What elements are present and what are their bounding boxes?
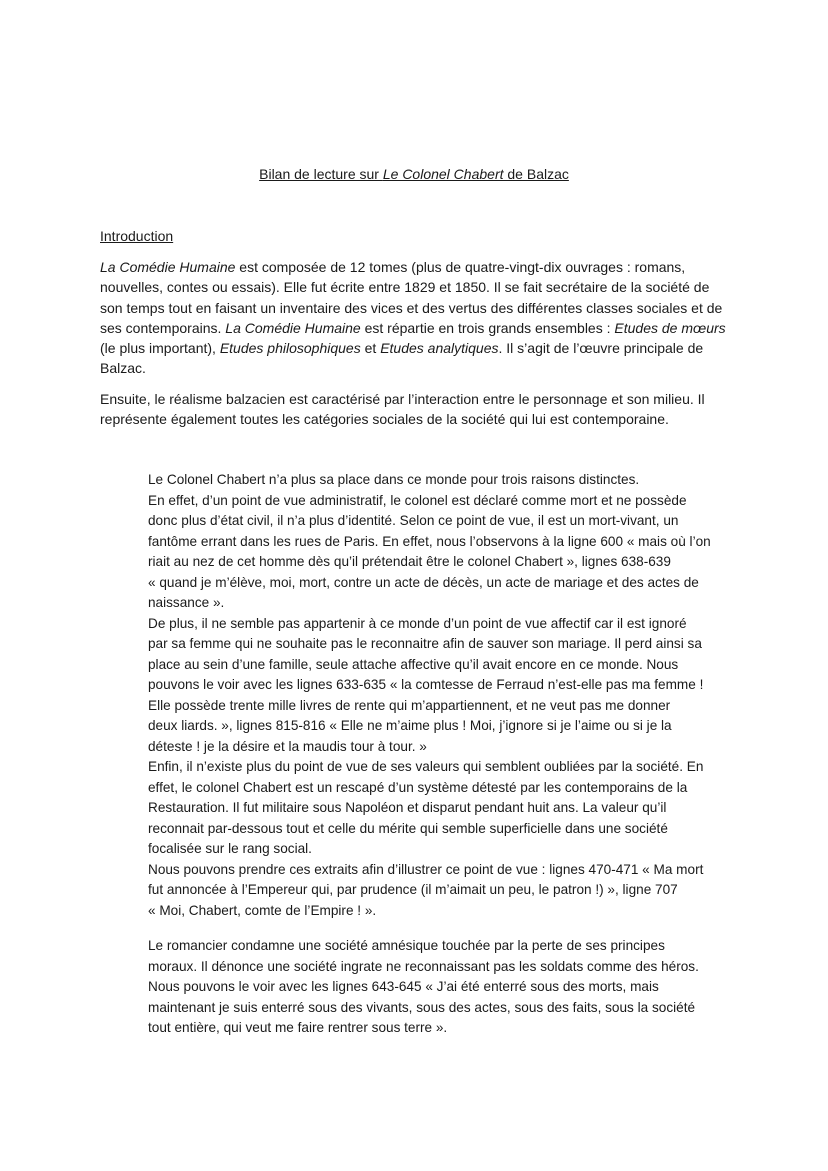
analysis-block-1: [148, 470, 728, 921]
title-work: Le Colonel Chabert: [382, 166, 504, 182]
text-line: fantôme errant dans les rues de Paris. En effet, nous l’observons à la ligne 600 « mais où l’on: [148, 533, 711, 549]
title-prefix: Bilan de lecture sur: [259, 166, 383, 182]
text-line: donc plus d’état civil, il n’a plus d’identité. Selon ce point de vue, il est un mort-vivant, un: [148, 513, 679, 528]
text-run: (le plus important),: [100, 340, 220, 357]
text-line: déteste ! je la désire et la maudis tour à tour. »: [148, 738, 427, 754]
text-line: Le romancier condamne une société amnésique touchée par la perte de ses principes: [148, 938, 665, 953]
text-line: [100, 358, 728, 378]
introduction-paragraph-2: [100, 389, 728, 430]
text-line: De plus, il ne semble pas appartenir à ce monde d’un point de vue affectif car il est ignoré: [148, 615, 687, 631]
text-line: tout entière, qui veut me faire rentrer sous terre ».: [148, 1020, 448, 1035]
text-line: [100, 298, 728, 318]
text-line: Enfin, il n’existe plus du point de vue de ses valeurs qui semblent oubliées par la société. En: [148, 759, 704, 774]
text-line: [100, 389, 728, 409]
text-line: effet, le colonel Chabert est un rescapé d’un système détesté par les contemporains de la: [148, 779, 688, 795]
text-line: Nous pouvons prendre ces extraits afin d’illustrer ce point de vue : lignes 470-471 « Ma mort: [148, 861, 704, 877]
text-line: [100, 318, 728, 338]
text-run: et: [360, 340, 381, 357]
text-line: place au sein d’une famille, seule attache affective qu’il avait encore en ce monde. Nous: [148, 656, 679, 672]
text-run: représente également toutes les catégories sociales de la société qui lui est contemporaine.: [100, 411, 669, 428]
text-run: . Il s’agit de l’œuvre principale de: [498, 340, 704, 357]
text-line: « quand je m’élève, moi, mort, contre un acte de décès, un acte de mariage et des actes de: [148, 574, 699, 590]
text-line: pouvons le voir avec les lignes 633-635 « la comtesse de Ferraud n’est-elle pas ma femme !: [148, 677, 704, 692]
text-line: [100, 409, 728, 429]
text-run: Balzac.: [100, 360, 146, 377]
text-line: par sa femme qui ne souhaite pas le reconnaitre afin de sauver son mariage. Il perd ainsi sa: [148, 636, 702, 651]
text-line: Restauration. Il fut militaire sous Napoléon et disparut pendant huit ans. La valeur qu’il: [148, 800, 667, 815]
text-line: moraux. Il dénonce une société ingrate ne reconnaissant pas les soldats comme des héros.: [148, 958, 699, 974]
text-line: naissance ».: [148, 595, 225, 610]
text-run: Ensuite, le réalisme balzacien est caractérisé par l’interaction entre le personnage et son milieu. Il: [100, 391, 705, 407]
introduction-heading: Introduction: [100, 228, 174, 244]
text-line: deux liards. », lignes 815-816 « Elle ne m’aime plus ! Moi, j’ignore si je l’aime ou si je la: [148, 718, 672, 733]
text-line: En effet, d’un point de vue administratif, le colonel est déclaré comme mort et ne possède: [148, 492, 687, 508]
italic-title-text: La Comédie Humaine: [225, 319, 361, 336]
text-run: ses contemporains.: [100, 319, 226, 336]
text-line: Nous pouvons le voir avec les lignes 643-645 « J’ai été enterré sous des morts, mais: [148, 979, 659, 994]
text-line: maintenant je suis enterré sous des vivants, sous des actes, sous des faits, sous la société: [148, 999, 696, 1015]
text-line: [100, 277, 728, 297]
text-line: fut annoncée à l’Empereur qui, par prudence (il m’aimait un peu, le patron !) », ligne 707: [148, 882, 678, 897]
analysis-block-2: [148, 936, 728, 1039]
text-run: nouvelles, contes ou essais). Elle fut écrite entre 1829 et 1850. Il se fait secrétaire de la société de: [100, 279, 710, 296]
title-suffix: de Balzac: [503, 166, 569, 182]
text-line: reconnait par-dessous tout et celle du mérite qui semble superficielle dans une société: [148, 820, 668, 836]
italic-title-text: Etudes analytiques: [380, 340, 499, 357]
text-run: est composée de 12 tomes (plus de quatre-vingt-dix ouvrages : romans,: [235, 259, 686, 275]
text-line: riait au nez de cet homme dès qu’il prétendait être le colonel Chabert », lignes 638-639: [148, 554, 671, 569]
text-line: [100, 338, 728, 358]
document-title: [0, 164, 828, 184]
text-line: « Moi, Chabert, comte de l’Empire ! ».: [148, 902, 377, 918]
italic-title-text: Etudes de mœurs: [614, 319, 726, 336]
text-line: [100, 257, 728, 277]
text-line: Elle possède trente mille livres de rente qui m’appartiennent, et ne veut pas me donner: [148, 697, 671, 713]
italic-title-text: La Comédie Humaine: [100, 259, 236, 275]
text-line: Le Colonel Chabert n’a plus sa place dans ce monde pour trois raisons distinctes.: [148, 472, 640, 487]
text-run: son temps tout en faisant un inventaire des vices et des vertus des différentes classes sociales et de: [100, 299, 723, 316]
introduction-paragraph-1: [100, 257, 728, 379]
italic-title-text: Etudes philosophiques: [219, 340, 361, 357]
text-run: est répartie en trois grands ensembles :: [360, 319, 615, 336]
text-line: focalisée sur le rang social.: [148, 841, 312, 856]
